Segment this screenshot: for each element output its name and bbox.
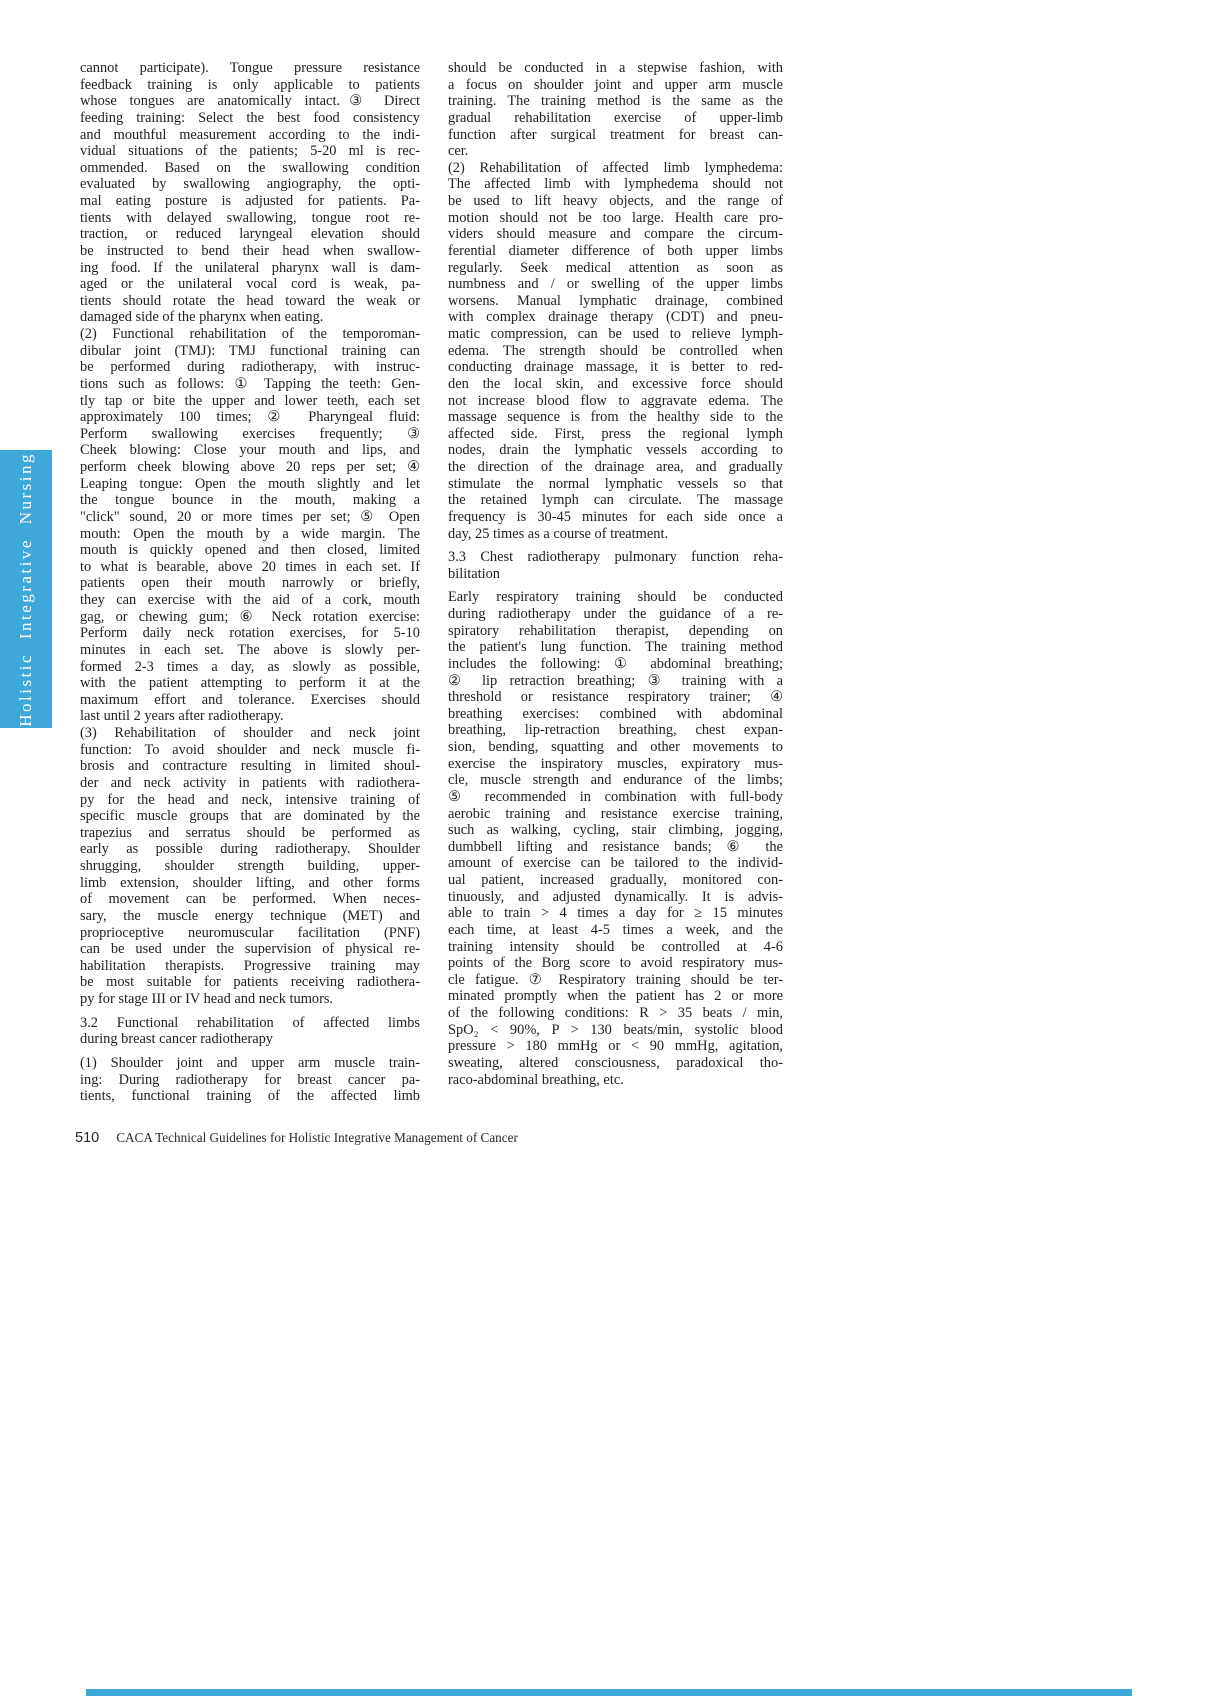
text-line: maximum effort and tolerance. Exercises should: [80, 691, 420, 708]
text-line: (1) Shoulder joint and upper arm muscle train-: [80, 1054, 420, 1071]
text-line: (2) Rehabilitation of affected limb lymphedema:: [448, 159, 783, 176]
paragraph: [80, 326, 420, 725]
text-line: gradual rehabilitation exercise of upper-limb: [448, 109, 783, 126]
text-line: able to train > 4 times a day for ≥ 15 minutes: [448, 905, 783, 922]
text-line: den the local skin, and excessive force should: [448, 375, 783, 392]
text-line: tients, functional training of the affected limb: [80, 1088, 420, 1105]
text-line: breathing exercises: combined with abdominal: [448, 705, 783, 722]
page-number: 510: [75, 1130, 100, 1146]
right-column: [448, 60, 783, 1088]
text-line: raco-abdominal breathing, etc.: [448, 1071, 624, 1088]
text-line: Cheek blowing: Close your mouth and lips, and: [80, 442, 420, 459]
paragraph: [80, 60, 420, 326]
text-line: damaged side of the pharynx when eating.: [80, 309, 324, 326]
text-line: amount of exercise can be tailored to the individ-: [448, 855, 783, 872]
text-line: (2) Functional rehabilitation of the temporoman-: [80, 326, 420, 342]
text-line: The affected limb with lymphedema should not: [448, 176, 783, 193]
text-line: vidual situations of the patients; 5-20 ml is rec-: [80, 143, 420, 160]
text-line: function after surgical treatment for breast can-: [448, 126, 783, 143]
text-line: feeding training: Select the best food consistency: [80, 109, 420, 126]
text-line: dumbbell lifting and resistance bands; ⑥ the: [448, 838, 783, 855]
text-line: such as walking, cycling, stair climbing, jogging,: [448, 822, 783, 839]
paragraph: [448, 589, 783, 1088]
text-line: includes the following: ① abdominal breathing;: [448, 655, 783, 672]
text-line: exercise the inspiratory muscles, expiratory mus-: [448, 755, 783, 772]
text-line: ing: During radiotherapy for breast cancer pa-: [80, 1071, 420, 1088]
text-line: feedback training is only applicable to patients: [80, 76, 420, 93]
text-line: with the patient attempting to perform it at the: [80, 675, 420, 692]
text-line: of the following conditions: R > 35 beats / min,: [448, 1005, 783, 1021]
text-line: SpO₂ < 90%, P > 130 beats/min, systolic blood: [448, 1021, 783, 1038]
text-line: regularly. Seek medical attention as soon as: [448, 259, 783, 276]
chapter-side-tab-label: Holistic Integrative Nursing: [16, 451, 35, 727]
text-line: function: To avoid shoulder and neck muscle fi-: [80, 741, 420, 758]
text-line: Early respiratory training should be conducted: [448, 589, 783, 606]
text-line: early as possible during radiotherapy. Shoulder: [80, 841, 420, 858]
text-line: specific muscle groups that are dominated by the: [80, 808, 420, 825]
text-line: of movement can be performed. When neces-: [80, 891, 420, 908]
text-line: tly tap or bite the upper and lower teeth, each set: [80, 392, 420, 409]
text-line: the patient's lung function. The training method: [448, 639, 783, 656]
text-line: brosis and contracture resulting in limited shoul-: [80, 758, 420, 775]
text-line: breathing, lip-retraction breathing, chest expan-: [448, 722, 783, 739]
paragraph: [448, 160, 783, 542]
text-line: cle fatigue. ⑦ Respiratory training should be ter-: [448, 971, 783, 988]
text-line: trapezius and serratus should be performed as: [80, 824, 420, 841]
text-line: ing food. If the unilateral pharynx wall is dam-: [80, 259, 420, 276]
text-line: can be used under the supervision of physical re-: [80, 941, 420, 958]
text-line: minated promptly when the patient has 2 or more: [448, 988, 783, 1005]
text-line: 3.2 Functional rehabilitation of affected limbs: [80, 1014, 420, 1031]
text-line: gag, or chewing gum; ⑥ Neck rotation exercise:: [80, 608, 420, 625]
text-line: approximately 100 times; ② Pharyngeal fluid:: [80, 409, 420, 426]
left-column: [80, 60, 420, 1105]
text-line: mouth: Open the mouth by a wide margin. The: [80, 525, 420, 542]
text-line: ommended. Based on the swallowing condition: [80, 159, 420, 176]
text-line: tions such as follows: ① Tapping the teeth: Gen-: [80, 375, 420, 392]
text-line: cannot participate). Tongue pressure resistance: [80, 60, 420, 76]
text-line: nodes, drain the lymphatic vessels according to: [448, 442, 783, 459]
text-line: aerobic training and resistance exercise training,: [448, 805, 783, 822]
text-line: should be conducted in a stepwise fashion, with: [448, 60, 783, 76]
text-line: each time, at least 4-5 times a week, and the: [448, 921, 783, 938]
text-line: training intensity should be controlled at 4-6: [448, 938, 783, 955]
text-line: pressure > 180 mmHg or < 90 mmHg, agitation,: [448, 1038, 783, 1055]
chapter-side-tab: [0, 450, 52, 728]
text-line: they can exercise with the aid of a cork, mouth: [80, 592, 420, 608]
text-line: Leaping tongue: Open the mouth slightly and let: [80, 475, 420, 492]
text-line: with complex drainage therapy (CDT) and pneu-: [448, 309, 783, 326]
page-footer: [75, 1130, 518, 1146]
text-line: training. The training method is the same as the: [448, 93, 783, 110]
text-line: tients should rotate the head toward the weak or: [80, 292, 420, 309]
text-line: sion, bending, squatting and other movements to: [448, 739, 783, 755]
text-line: whose tongues are anatomically intact.③ Direct: [80, 93, 420, 110]
text-line: frequency is 30-45 minutes for each side once a: [448, 508, 783, 525]
text-line: stimulate the normal lymphatic vessels so that: [448, 475, 783, 492]
text-line: and mouthful measurement according to the indi-: [80, 126, 420, 143]
text-line: ⑤ recommended in combination with full-body: [448, 788, 783, 805]
text-line: ② lip retraction breathing; ③ training with a: [448, 672, 783, 689]
text-line: the direction of the drainage area, and gradually: [448, 459, 783, 475]
text-line: points of the Borg score to avoid respiratory mus-: [448, 955, 783, 972]
text-line: tients with delayed swallowing, tongue root re-: [80, 209, 420, 226]
running-title: CACA Technical Guidelines for Holistic Integrative Management of Cancer: [116, 1130, 518, 1145]
text-line: Perform daily neck rotation exercises, for 5-10: [80, 625, 420, 642]
text-line: mal eating posture is adjusted for patients. Pa-: [80, 193, 420, 209]
text-line: sweating, altered consciousness, paradoxical tho-: [448, 1054, 783, 1071]
text-line: viders should measure and compare the circum-: [448, 226, 783, 243]
text-line: be performed during radiotherapy, with instruc-: [80, 359, 420, 376]
text-line: traction, or reduced laryngeal elevation should: [80, 226, 420, 243]
text-line: py for stage III or IV head and neck tumors.: [80, 991, 334, 1007]
text-line: worsens. Manual lymphatic drainage, combined: [448, 292, 783, 309]
text-line: matic compression, can be used to relieve lymph-: [448, 326, 783, 342]
paragraph: [80, 1055, 420, 1105]
text-line: threshold or resistance respiratory trainer; ④: [448, 689, 783, 706]
text-line: numbness and / or swelling of the upper limbs: [448, 276, 783, 293]
bottom-accent-bar: [86, 1689, 1132, 1696]
text-line: aged or the unilateral vocal cord is weak, pa-: [80, 276, 420, 293]
text-line: be instructed to bend their head when swallow-: [80, 242, 420, 259]
text-line: mouth is quickly opened and then closed, limited: [80, 542, 420, 559]
text-line: proprioceptive neuromuscular facilitation (PNF): [80, 924, 420, 941]
text-line: der and neck activity in patients with radiothera-: [80, 774, 420, 791]
text-line: cle, muscle strength and endurance of the limbs;: [448, 772, 783, 789]
text-line: be used to lift heavy objects, and the range of: [448, 193, 783, 209]
text-line: ferential diameter difference of both upper limbs: [448, 242, 783, 259]
text-line: cer.: [448, 143, 469, 160]
text-line: during breast cancer radiotherapy: [80, 1031, 273, 1048]
text-line: py for the head and neck, intensive training of: [80, 791, 420, 808]
text-line: ual patient, increased gradually, monitored con-: [448, 872, 783, 888]
text-line: habilitation therapists. Progressive training may: [80, 957, 420, 974]
text-line: motion should not be too large. Health care pro-: [448, 209, 783, 226]
section-heading: [80, 1015, 420, 1048]
text-line: not increase blood flow to aggravate edema. The: [448, 392, 783, 409]
text-line: patients open their mouth narrowly or briefly,: [80, 575, 420, 592]
text-line: the tongue bounce in the mouth, making a: [80, 492, 420, 509]
text-line: edema. The strength should be controlled when: [448, 342, 783, 359]
text-line: to what is bearable, above 20 times in each set. If: [80, 558, 420, 575]
text-line: formed 2-3 times a day, as slowly as possible,: [80, 658, 420, 675]
text-line: bilitation: [448, 565, 500, 582]
text-line: a focus on shoulder joint and upper arm muscle: [448, 76, 783, 93]
text-line: limb extension, shoulder lifting, and other forms: [80, 874, 420, 891]
text-line: the retained lymph can circulate. The massage: [448, 492, 783, 509]
text-line: massage sequence is from the healthy side to the: [448, 409, 783, 426]
text-line: evaluated by swallowing angiography, the opti-: [80, 176, 420, 193]
text-line: tinuously, and adjusted dynamically. It is advis-: [448, 888, 783, 905]
text-line: minutes in each set. The above is slowly per-: [80, 641, 420, 658]
text-line: conducting drainage massage, it is better to red-: [448, 359, 783, 376]
text-line: day, 25 times as a course of treatment.: [448, 525, 669, 542]
text-line: be most suitable for patients receiving radiothera-: [80, 974, 420, 991]
text-line: (3) Rehabilitation of shoulder and neck joint: [80, 725, 420, 741]
text-line: spiratory rehabilitation therapist, depending on: [448, 622, 783, 639]
text-line: last until 2 years after radiotherapy.: [80, 708, 284, 725]
text-line: Perform swallowing exercises frequently; ③: [80, 425, 420, 442]
text-line: affected side. First, press the regional lymph: [448, 425, 783, 442]
paragraph: [448, 60, 783, 160]
text-line: 3.3 Chest radiotherapy pulmonary function reha-: [448, 549, 783, 566]
text-line: perform cheek blowing above 20 reps per set; ④: [80, 459, 420, 475]
text-line: shrugging, shoulder strength building, upper-: [80, 858, 420, 874]
text-line: "click" sound, 20 or more times per set; ⑤ Open: [80, 508, 420, 525]
paragraph: [80, 725, 420, 1008]
text-line: during radiotherapy under the guidance of a re-: [448, 606, 783, 622]
text-line: dibular joint (TMJ): TMJ functional training can: [80, 342, 420, 359]
text-line: sary, the muscle energy technique (MET) and: [80, 907, 420, 924]
section-heading: [448, 549, 783, 582]
